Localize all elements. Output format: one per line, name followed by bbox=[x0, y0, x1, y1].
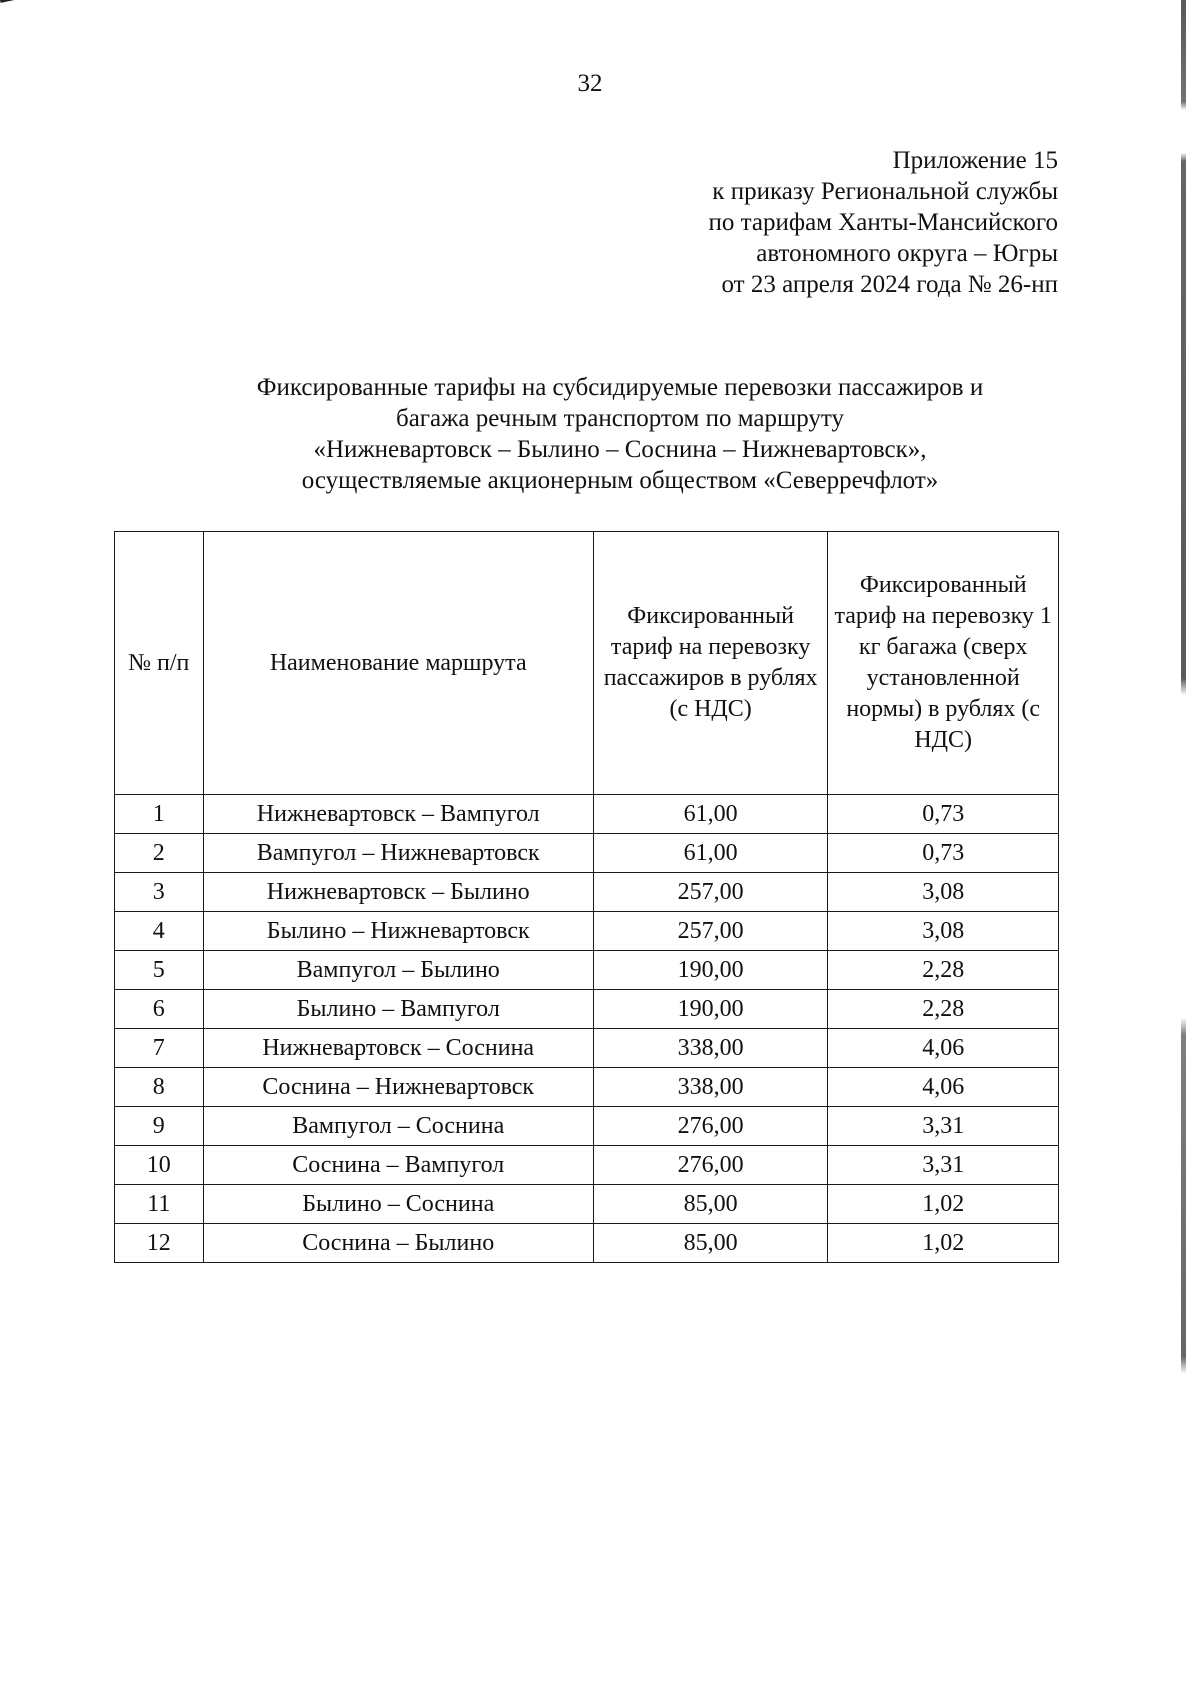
document-title bbox=[180, 372, 1060, 496]
title-line: осуществляемые акционерным обществом «Северречфлот» bbox=[301, 467, 939, 494]
row-baggage-tariff: 2,28 bbox=[828, 951, 1059, 990]
scan-corner-mark bbox=[0, 0, 26, 3]
row-passenger-tariff: 257,00 bbox=[593, 912, 828, 951]
table-row bbox=[115, 990, 1059, 1029]
row-route: Вампугол – Соснина bbox=[203, 1107, 593, 1146]
row-baggage-tariff: 4,06 bbox=[828, 1029, 1059, 1068]
table-row bbox=[115, 1146, 1059, 1185]
header-num: № п/п bbox=[115, 532, 204, 795]
row-route: Нижневартовск – Соснина bbox=[203, 1029, 593, 1068]
row-route: Былино – Вампугол bbox=[203, 990, 593, 1029]
row-num: 10 bbox=[115, 1146, 204, 1185]
table-row bbox=[115, 795, 1059, 834]
appendix-line: по тарифам Ханты-Мансийского bbox=[708, 209, 1058, 236]
table-row bbox=[115, 873, 1059, 912]
row-passenger-tariff: 190,00 bbox=[593, 990, 828, 1029]
row-passenger-tariff: 338,00 bbox=[593, 1029, 828, 1068]
row-passenger-tariff: 338,00 bbox=[593, 1068, 828, 1107]
row-passenger-tariff: 190,00 bbox=[593, 951, 828, 990]
row-passenger-tariff: 85,00 bbox=[593, 1224, 828, 1263]
row-route: Вампугол – Нижневартовск bbox=[203, 834, 593, 873]
row-passenger-tariff: 61,00 bbox=[593, 795, 828, 834]
tariff-table bbox=[114, 531, 1059, 1263]
row-passenger-tariff: 85,00 bbox=[593, 1185, 828, 1224]
row-num: 7 bbox=[115, 1029, 204, 1068]
row-route: Соснина – Нижневартовск bbox=[203, 1068, 593, 1107]
row-baggage-tariff: 3,08 bbox=[828, 912, 1059, 951]
appendix-line: Приложение 15 bbox=[892, 147, 1058, 174]
row-passenger-tariff: 257,00 bbox=[593, 873, 828, 912]
table-header-row bbox=[115, 532, 1059, 795]
title-line: Фиксированные тарифы на субсидируемые перевозки пассажиров и bbox=[256, 374, 984, 401]
row-baggage-tariff: 0,73 bbox=[828, 795, 1059, 834]
row-baggage-tariff: 0,73 bbox=[828, 834, 1059, 873]
row-num: 5 bbox=[115, 951, 204, 990]
row-num: 4 bbox=[115, 912, 204, 951]
row-num: 3 bbox=[115, 873, 204, 912]
table-row bbox=[115, 1029, 1059, 1068]
row-num: 6 bbox=[115, 990, 204, 1029]
row-route: Соснина – Вампугол bbox=[203, 1146, 593, 1185]
row-num: 11 bbox=[115, 1185, 204, 1224]
appendix-line: от 23 апреля 2024 года № 26-нп bbox=[721, 271, 1058, 298]
row-baggage-tariff: 3,31 bbox=[828, 1146, 1059, 1185]
appendix-block bbox=[498, 145, 1058, 300]
row-baggage-tariff: 3,08 bbox=[828, 873, 1059, 912]
row-route: Былино – Нижневартовск bbox=[203, 912, 593, 951]
scan-edge-artifact bbox=[1181, 0, 1186, 1696]
row-route: Нижневартовск – Былино bbox=[203, 873, 593, 912]
row-baggage-tariff: 3,31 bbox=[828, 1107, 1059, 1146]
table-row bbox=[115, 912, 1059, 951]
row-baggage-tariff: 1,02 bbox=[828, 1185, 1059, 1224]
table-row bbox=[115, 1068, 1059, 1107]
row-baggage-tariff: 1,02 bbox=[828, 1224, 1059, 1263]
page-number: 32 bbox=[577, 70, 603, 97]
header-passenger-tariff: Фиксированный тариф на перевозку пассажиров в рублях (с НДС) bbox=[593, 532, 828, 795]
row-num: 9 bbox=[115, 1107, 204, 1146]
title-line: багажа речным транспортом по маршруту bbox=[395, 405, 844, 432]
row-passenger-tariff: 276,00 bbox=[593, 1107, 828, 1146]
row-baggage-tariff: 4,06 bbox=[828, 1068, 1059, 1107]
table-row bbox=[115, 1107, 1059, 1146]
row-route: Вампугол – Былино bbox=[203, 951, 593, 990]
row-baggage-tariff: 2,28 bbox=[828, 990, 1059, 1029]
row-passenger-tariff: 61,00 bbox=[593, 834, 828, 873]
appendix-line: автономного округа – Югры bbox=[756, 240, 1058, 267]
title-line: «Нижневартовск – Былино – Соснина – Нижневартовск», bbox=[313, 436, 927, 463]
header-baggage-tariff: Фиксированный тариф на перевозку 1 кг багажа (сверх установленной нормы) в рублях (с НДС) bbox=[828, 532, 1059, 795]
row-route: Нижневартовск – Вампугол bbox=[203, 795, 593, 834]
row-route: Былино – Соснина bbox=[203, 1185, 593, 1224]
row-passenger-tariff: 276,00 bbox=[593, 1146, 828, 1185]
row-num: 1 bbox=[115, 795, 204, 834]
appendix-line: к приказу Региональной службы bbox=[712, 178, 1058, 205]
row-route: Соснина – Былино bbox=[203, 1224, 593, 1263]
row-num: 8 bbox=[115, 1068, 204, 1107]
row-num: 12 bbox=[115, 1224, 204, 1263]
table-row bbox=[115, 1224, 1059, 1263]
header-route: Наименование маршрута bbox=[203, 532, 593, 795]
table-row bbox=[115, 951, 1059, 990]
row-num: 2 bbox=[115, 834, 204, 873]
table-row bbox=[115, 1185, 1059, 1224]
table-row bbox=[115, 834, 1059, 873]
